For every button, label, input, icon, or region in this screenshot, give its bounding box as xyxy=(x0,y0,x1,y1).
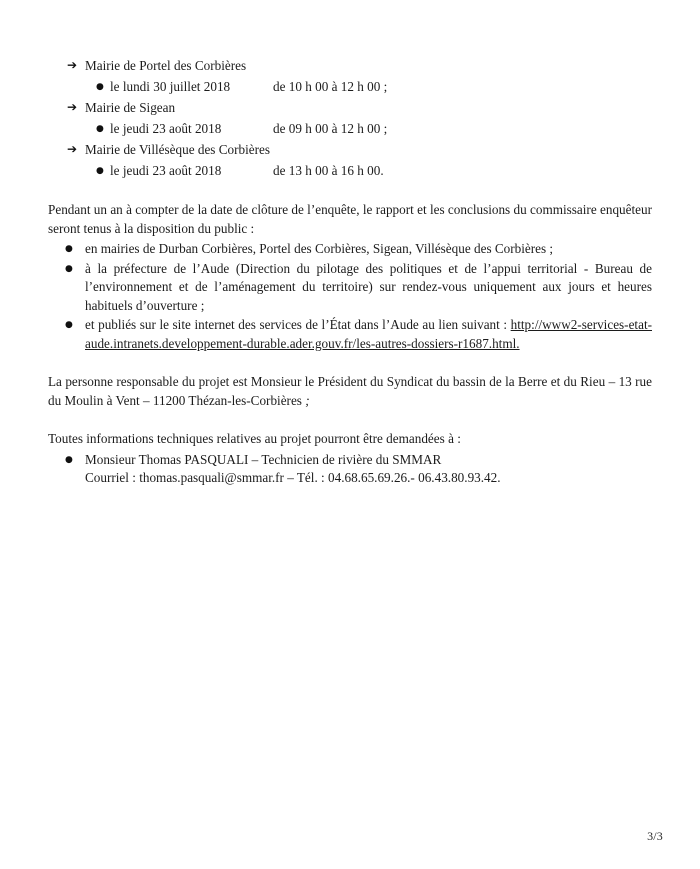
availability-link-item xyxy=(48,316,652,353)
venue-name: Mairie de Portel des Corbières xyxy=(85,58,247,73)
availability-bullet-list xyxy=(48,240,652,353)
session-date: le jeudi 23 août 2018 xyxy=(110,121,222,136)
venue-list xyxy=(48,55,652,181)
availability-bullet-item xyxy=(48,260,652,316)
session-row xyxy=(48,76,652,97)
availability-intro-paragraph: Pendant un an à compter de la date de clôture de l’enquête, le rapport et les conclusions du commissaire enquêteur seront tenus à la disposition du public : xyxy=(48,202,652,236)
document-body xyxy=(48,55,652,488)
availability-bullet-item xyxy=(48,240,652,259)
session-time: de 10 h 00 à 12 h 00 ; xyxy=(273,79,388,94)
venue-item xyxy=(48,139,652,181)
venue-session-list xyxy=(48,76,652,97)
venue-heading xyxy=(48,55,652,76)
venue-item xyxy=(48,55,652,97)
project-manager-paragraph xyxy=(48,373,652,410)
disc-bullet-icon: ● xyxy=(65,320,73,330)
session-time: de 13 h 00 à 16 h 00. xyxy=(273,163,384,178)
project-manager-punctuation: ; xyxy=(305,392,310,408)
session-date: le jeudi 23 août 2018 xyxy=(110,163,222,178)
disc-bullet-icon: ● xyxy=(96,166,104,176)
session-time: de 09 h 00 à 12 h 00 ; xyxy=(273,121,388,136)
technical-info-intro: Toutes informations techniques relatives au projet pourront être demandées à : xyxy=(48,431,461,446)
availability-link-prefix: et publiés sur le site internet des services de l’État dans l’Aude au lien suivant : xyxy=(85,317,511,332)
session-row xyxy=(48,160,652,181)
venue-heading xyxy=(48,139,652,160)
session-date: le lundi 30 juillet 2018 xyxy=(110,79,231,94)
disc-bullet-icon: ● xyxy=(96,82,104,92)
venue-item xyxy=(48,97,652,139)
disc-bullet-icon: ● xyxy=(96,124,104,134)
disc-bullet-icon: ● xyxy=(65,454,73,465)
availability-bullet-text: à la préfecture de l’Aude (Direction du pilotage des politiques et de l’appui territorial - Bureau de l’environnement et de l’aménagement du territoire) sur rendez-vous uniquement aux jours et heures habituels d’ouverture ; xyxy=(85,260,652,313)
venue-session-list xyxy=(48,118,652,139)
availability-bullet-text: en mairies de Durban Corbières, Portel des Corbières, Sigean, Villésèque des Corbières ; xyxy=(85,241,554,256)
venue-heading xyxy=(48,97,652,118)
venue-session-list xyxy=(48,160,652,181)
arrow-bullet-icon: ➔ xyxy=(67,58,78,72)
contact-name-role: Monsieur Thomas PASQUALI – Technicien de rivière du SMMAR xyxy=(85,451,442,467)
technical-contact-item xyxy=(48,451,652,488)
project-manager-text: La personne responsable du projet est Monsieur le Président du Syndicat du bassin de la Berre et du Rieu – 13 rue du Moulin à Vent – 11200 Thézan-les-Corbières xyxy=(48,374,652,408)
session-row xyxy=(48,118,652,139)
disc-bullet-icon: ● xyxy=(65,263,73,274)
venue-name: Mairie de Sigean xyxy=(85,100,176,115)
arrow-bullet-icon: ➔ xyxy=(67,142,78,156)
page-number: 3/3 xyxy=(647,829,663,843)
technical-contact-list xyxy=(48,451,652,488)
publication-url-link[interactable]: http://www2-services-etat-aude.intranets.developpement-durable.ader.gouv.fr/les-autres-dossiers-r1687.html. xyxy=(85,317,652,351)
venue-name: Mairie de Villésèque des Corbières xyxy=(85,142,270,157)
disc-bullet-icon: ● xyxy=(65,244,73,254)
contact-email-phone: Courriel : thomas.pasquali@smmar.fr – Tél. : 04.68.65.69.26.- 06.43.80.93.42. xyxy=(85,470,501,485)
arrow-bullet-icon: ➔ xyxy=(67,100,78,114)
